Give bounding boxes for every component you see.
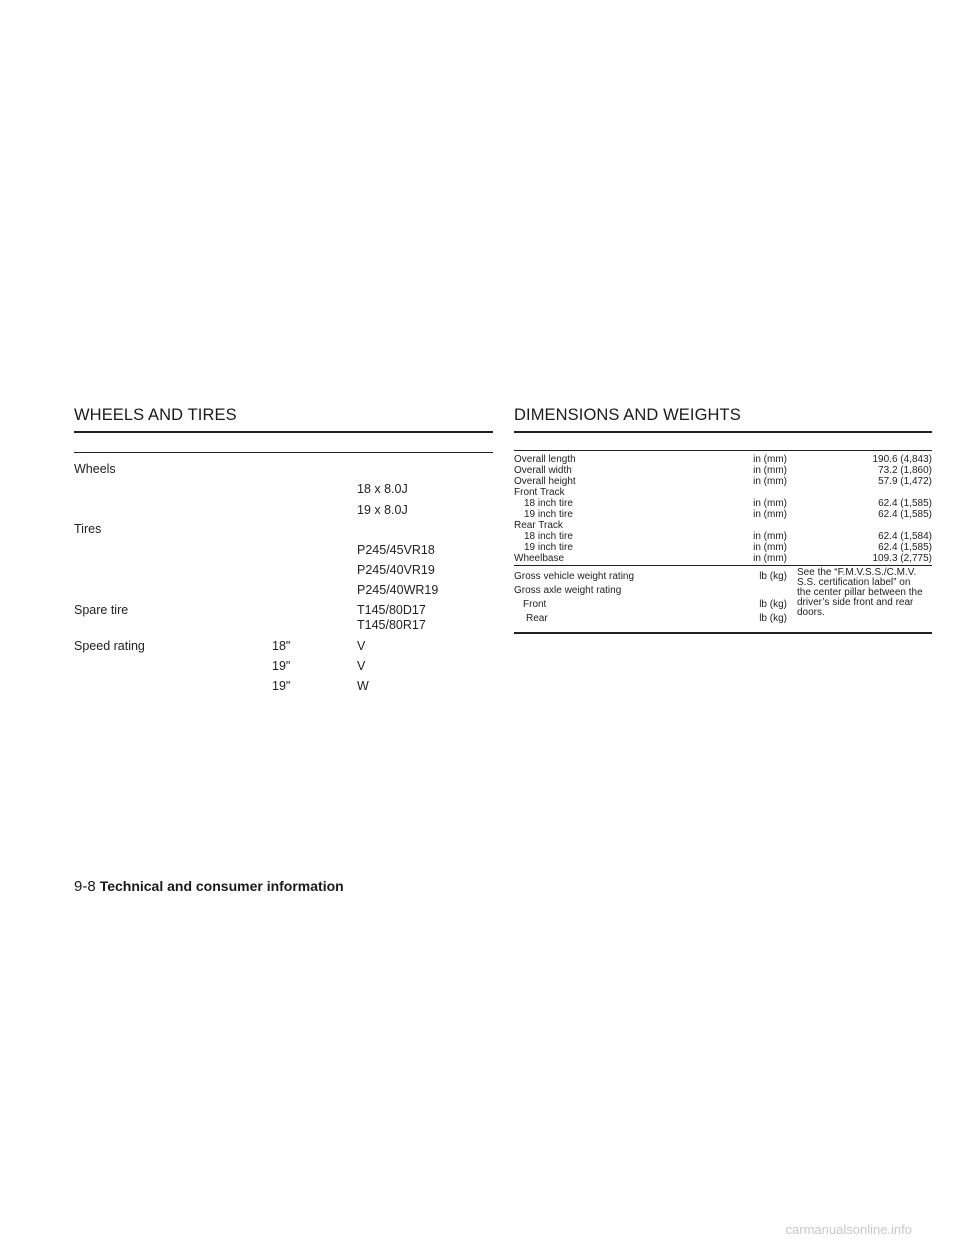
- wheels-heading-rule: [74, 431, 493, 433]
- speed-rating-value: V: [357, 639, 366, 653]
- note-line: S.S. certification label” on: [797, 577, 911, 588]
- row-value: 57.9 (1,472): [878, 476, 932, 487]
- spare-tire-size: T145/80D17: [357, 603, 426, 617]
- table-row: [514, 613, 787, 624]
- row-value: 62.4 (1,585): [878, 509, 932, 520]
- row-unit: in (mm): [753, 553, 787, 564]
- tire-size: P245/40WR19: [357, 583, 439, 597]
- note-line: doors.: [797, 607, 825, 618]
- spare-tire-size: T145/80R17: [357, 618, 426, 632]
- row-value: 62.4 (1,584): [878, 531, 932, 542]
- weight-ratings: [514, 566, 932, 632]
- table-row: [514, 509, 932, 520]
- row-label: 18 inch tire: [524, 498, 573, 509]
- wheels-table-top-rule: [74, 452, 493, 453]
- row-value: 109.3 (2,775): [872, 553, 932, 564]
- wheel-size: 18 x 8.0J: [357, 482, 408, 496]
- row-label: 18 inch tire: [524, 531, 573, 542]
- speed-rating-label: Speed rating: [74, 639, 145, 653]
- speed-rating-value: W: [357, 679, 369, 693]
- spare-tire-label: Spare tire: [74, 603, 129, 617]
- note-line: the center pillar between the: [797, 587, 923, 598]
- gross-vehicle-label: Gross vehicle weight rating: [514, 571, 635, 582]
- row-label: Wheelbase: [514, 553, 565, 564]
- row-unit: in (mm): [753, 498, 787, 509]
- gross-axle-label: Gross axle weight rating: [514, 585, 622, 596]
- note-line: driver’s side front and rear: [797, 597, 914, 608]
- row-unit: in (mm): [753, 542, 787, 553]
- front-axle-unit: lb (kg): [759, 599, 787, 610]
- dimensions-heading: DIMENSIONS AND WEIGHTS: [514, 406, 741, 424]
- watermark: carmanualsonline.info: [785, 1222, 912, 1237]
- table-row: [514, 520, 932, 531]
- wheel-size: 19 x 8.0J: [357, 503, 408, 517]
- page-footer: [74, 878, 344, 896]
- row-unit: in (mm): [753, 465, 787, 476]
- rear-axle-unit: lb (kg): [759, 613, 787, 624]
- speed-rating-size: 18": [272, 639, 291, 653]
- section-title: Technical and consumer information: [99, 878, 344, 894]
- front-axle-label: Front: [523, 599, 547, 610]
- row-label: Overall width: [514, 465, 572, 476]
- row-label: Front Track: [514, 487, 565, 498]
- row-unit: in (mm): [753, 454, 787, 465]
- page-number: 9-8: [74, 878, 96, 895]
- row-label: 19 inch tire: [524, 542, 573, 553]
- dimensions-table-top-rule: [514, 450, 932, 451]
- row-label: 19 inch tire: [524, 509, 573, 520]
- row-value: 73.2 (1,860): [878, 465, 932, 476]
- gross-vehicle-unit: lb (kg): [759, 571, 787, 582]
- dimensions-heading-rule: [514, 431, 932, 433]
- table-row: [514, 454, 932, 465]
- tire-size: P245/40VR19: [357, 563, 435, 577]
- tire-size: P245/45VR18: [357, 543, 435, 557]
- tires-label: Tires: [74, 522, 102, 536]
- row-value: 62.4 (1,585): [878, 542, 932, 553]
- rear-axle-label: Rear: [526, 613, 548, 624]
- row-value: 62.4 (1,585): [878, 498, 932, 509]
- table-row: [514, 487, 932, 498]
- table-row: [514, 553, 932, 564]
- dimensions-table: [514, 454, 932, 634]
- row-label: Overall length: [514, 454, 576, 465]
- wheels-label: Wheels: [74, 462, 116, 476]
- row-label: Overall height: [514, 476, 576, 487]
- table-row: [514, 465, 932, 476]
- row-unit: in (mm): [753, 531, 787, 542]
- table-row: [514, 542, 932, 553]
- table-row: [514, 476, 932, 487]
- certification-label-note: [797, 568, 937, 618]
- note-line: See the “F.M.V.S.S./C.M.V.: [797, 567, 917, 578]
- table-row: [514, 585, 787, 596]
- table-row: [514, 531, 932, 542]
- row-label: Rear Track: [514, 520, 563, 531]
- speed-rating-value: V: [357, 659, 366, 673]
- speed-rating-size: 19": [272, 659, 291, 673]
- dimensions-table-bottom-rule: [514, 632, 932, 634]
- row-unit: in (mm): [753, 509, 787, 520]
- wheels-tires-heading: WHEELS AND TIRES: [74, 406, 237, 424]
- row-unit: in (mm): [753, 476, 787, 487]
- speed-rating-size: 19": [272, 679, 291, 693]
- table-row: [514, 571, 787, 582]
- table-row: [514, 599, 787, 610]
- row-value: 190.6 (4,843): [872, 454, 932, 465]
- table-row: [514, 498, 932, 509]
